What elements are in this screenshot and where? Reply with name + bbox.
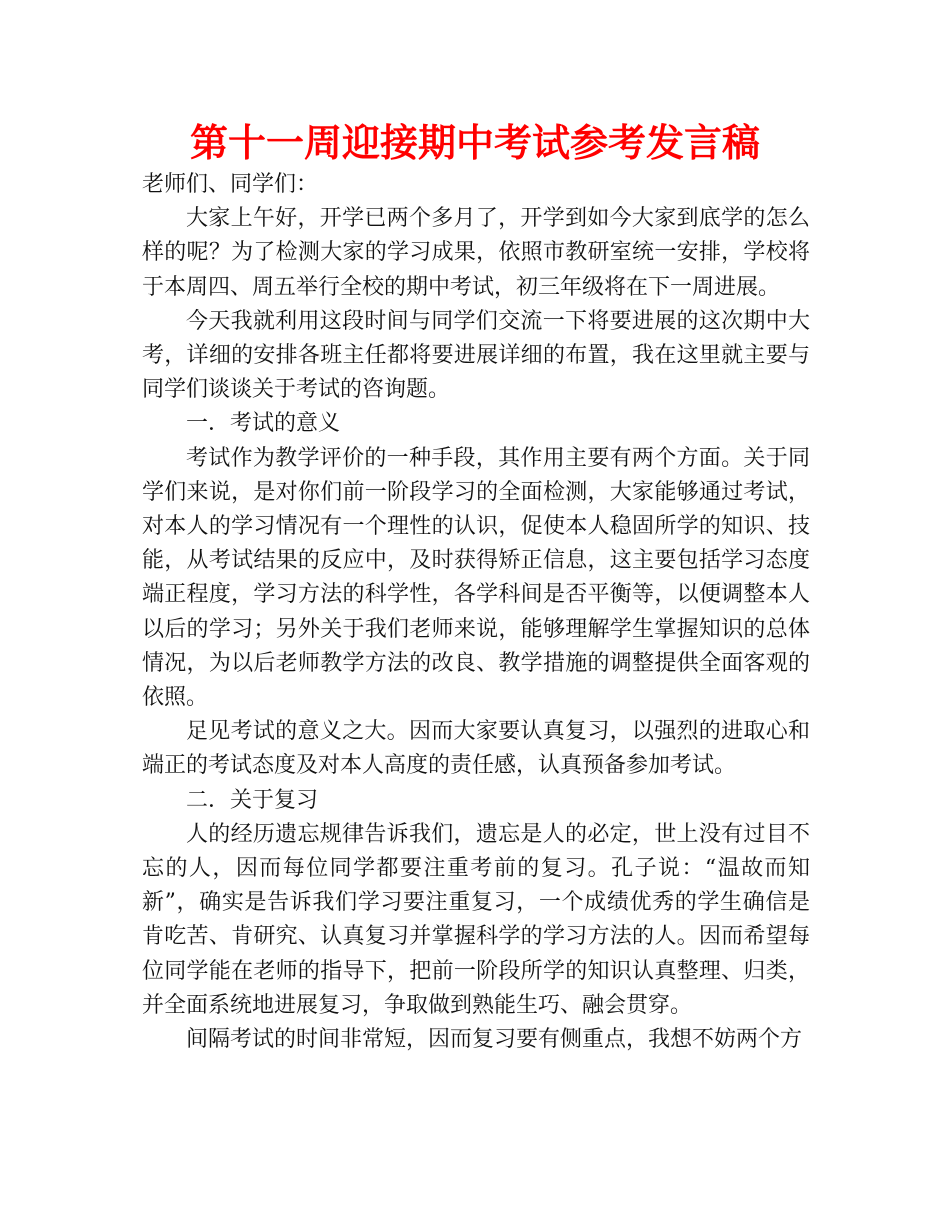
salutation: 老师们、同学们： — [142, 172, 319, 197]
paragraph-review-focus: 间隔考试的时间非常短，因而复习要有侧重点，我想不妨两个方 — [186, 1027, 803, 1053]
paragraph-exam-meaning: 考试作为教学评价的一种手段，其作用主要有两个方面。关于同学们来说，是对你们前一阶段学习的全面检测，大家能够通过考试，对本人的学习情况有一个理性的认识，促使本人稳固所学的知识、技能，从考试结果的反应中，及时获得矫正信息，这主要包括学习态度端正程度，学习方法的科学性，各学科间是否平衡等，以便调整本人以后的学习；另外关于我们老师来说，能够理解学生掌握知识的总体情况，为以后老师教学方法的改良、教学措施的调整提供全面客观的依照。 — [142, 445, 810, 711]
paragraph-introduction: 今天我就利用这段时间与同学们交流一下将要进展的这次期中大考，详细的安排各班主任都将要进展详细的布置，我在这里就主要与同学们谈谈关于考试的咨询题。 — [142, 308, 810, 403]
document-title: 第十一周迎接期中考试参考发言稿 — [189, 121, 760, 165]
paragraph-greeting: 大家上午好，开学已两个多月了，开学到如今大家到底学的怎么样的呢？为了检测大家的学习成果，依照市教研室统一安排，学校将于本周四、周五举行全校的期中考试，初三年级将在下一周进展。 — [142, 206, 810, 300]
document-body — [142, 168, 810, 1057]
section-heading-exam-meaning: 一．考试的意义 — [186, 411, 341, 437]
paragraph-exam-importance: 足见考试的意义之大。因而大家要认真复习，以强烈的进取心和端正的考试态度及对本人高度的责任感，认真预备参加考试。 — [142, 719, 810, 779]
paragraph-review: 人的经历遗忘规律告诉我们，遗忘是人的必定，世上没有过目不忘的人，因而每位同学都要注重考前的复习。孔子说：“温故而知新”，确实是告诉我们学习要注重复习，一个成绩优秀的学生确信是肯吃苦、肯研究、认真复习并掌握科学的学习方法的人。因而希望每位同学能在老师的指导下，把前一阶段所学的知识认真整理、归类，并全面系统地进展复习，争取做到熟能生巧、融会贯穿。 — [142, 821, 810, 1018]
section-heading-review: 二．关于复习 — [186, 787, 319, 813]
